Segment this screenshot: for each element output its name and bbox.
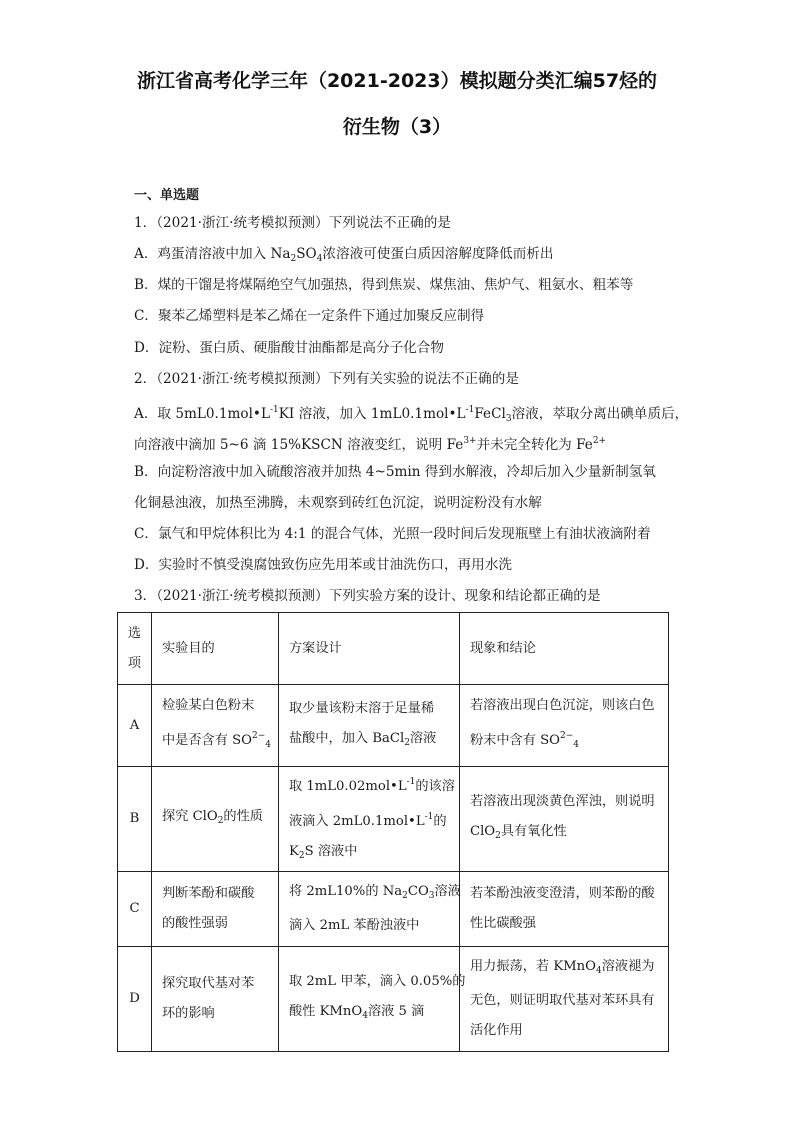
row-design: 将 2mL10%的 $Na_2CO_3$溶液 滴入 2mL 苯酚浊液中	[279, 872, 460, 947]
row-purpose: 检验某白色粉末 中是否含有 $SO^{2-}_4$	[152, 685, 279, 767]
row-purpose: 判断苯酚和碳酸 的酸性强弱	[152, 872, 279, 947]
table-row	[118, 947, 669, 1052]
row-label: B	[118, 767, 152, 872]
table-header-row	[118, 613, 669, 685]
q2-option-a-line-1: A．取 $5mL0.1mol•L^{-1}KI$ 溶液，加入 $1mL0.1mol•L^{-1}FeCl_3$溶液，萃取分离出碘单质后，	[134, 405, 689, 424]
q2-option-b-line-2: 化铜悬浊液，加热至沸腾，未观察到砖红色沉淀，说明淀粉没有水解	[134, 495, 542, 511]
q2-option-b-line-1: B．向淀粉溶液中加入硫酸溶液并加热 4~5min 得到水解液，冷却后加入少量新制氢氧	[134, 464, 656, 480]
row-design: 取少量该粉末溶于足量稀 盐酸中，加入 BaCl$_2$溶液	[279, 685, 460, 767]
row-purpose: 探究取代基对苯 环的影响	[152, 947, 279, 1052]
header-result: 现象和结论	[460, 613, 669, 685]
row-purpose: 探究 ClO$_2$的性质	[152, 767, 279, 872]
header-design: 方案设计	[279, 613, 460, 685]
table-row	[118, 872, 669, 947]
q2-option-d: D．实验时不慎受溴腐蚀致伤应先用苯或甘油洗伤口，再用水洗	[134, 557, 512, 573]
row-design: 取 2mL 甲苯，滴入 0.05%的 酸性 KMnO$_4$溶液 5 滴	[279, 947, 460, 1052]
row-label: D	[118, 947, 152, 1052]
q1-stem: 1．（2021·浙江·统考模拟预测）下列说法不正确的是	[134, 215, 451, 231]
header-option: 选 项	[118, 613, 152, 685]
row-result: 若溶液出现淡黄色浑浊，则说明 ClO$_2$具有氧化性	[460, 767, 669, 872]
q1-option-c: C．聚苯乙烯塑料是苯乙烯在一定条件下通过加聚反应制得	[134, 308, 485, 324]
table-row	[118, 767, 669, 872]
header-purpose: 实验目的	[152, 613, 279, 685]
q3-stem: 3．（2021·浙江·统考模拟预测）下列实验方案的设计、现象和结论都正确的是	[134, 588, 601, 604]
q2-option-a-line-2: 向溶液中滴加 5~6 滴 15%KSCN 溶液变红，说明 $Fe^{3+}$并未完全转化为 $Fe^{2+}$	[134, 436, 607, 453]
experiment-table	[117, 612, 669, 1052]
row-design: 取 $1mL0.02mol•L^{-1}$的该溶 液滴入 $2mL0.1mol•L^{-1}$的 $K_2S$ 溶液中	[279, 767, 460, 872]
row-result: 若苯酚浊液变澄清，则苯酚的酸 性比碳酸强	[460, 872, 669, 947]
q2-stem: 2．（2021·浙江·统考模拟预测）下列有关实验的说法不正确的是	[134, 371, 519, 387]
row-label: A	[118, 685, 152, 767]
document-title-line-2: 衍生物（3）	[342, 116, 452, 138]
row-label: C	[118, 872, 152, 947]
table-row	[118, 685, 669, 767]
document-title-line-1: 浙江省高考化学三年（2021-2023）模拟题分类汇编57烃的	[136, 70, 658, 92]
q1-option-a: A．鸡蛋清溶液中加入 $Na_2SO_4$浓溶液可使蛋白质因溶解度降低而析出	[134, 246, 554, 264]
row-result: 用力振荡，若 KMnO$_4$溶液褪为 无色，则证明取代基对苯环具有 活化作用	[460, 947, 669, 1052]
q1-option-b: B．煤的干馏是将煤隔绝空气加强热，得到焦炭、煤焦油、焦炉气、粗氨水、粗苯等	[134, 277, 634, 293]
q1-option-d: D．淀粉、蛋白质、硬脂酸甘油酯都是高分子化合物	[134, 340, 444, 356]
row-result: 若溶液出现白色沉淀，则该白色 粉末中含有 $SO^{2-}_4$	[460, 685, 669, 767]
section-heading: 一、单选题	[134, 188, 200, 203]
q2-option-c: C．氯气和甲烷体积比为 4:1 的混合气体，光照一段时间后发现瓶壁上有油状液滴附着	[134, 526, 651, 542]
